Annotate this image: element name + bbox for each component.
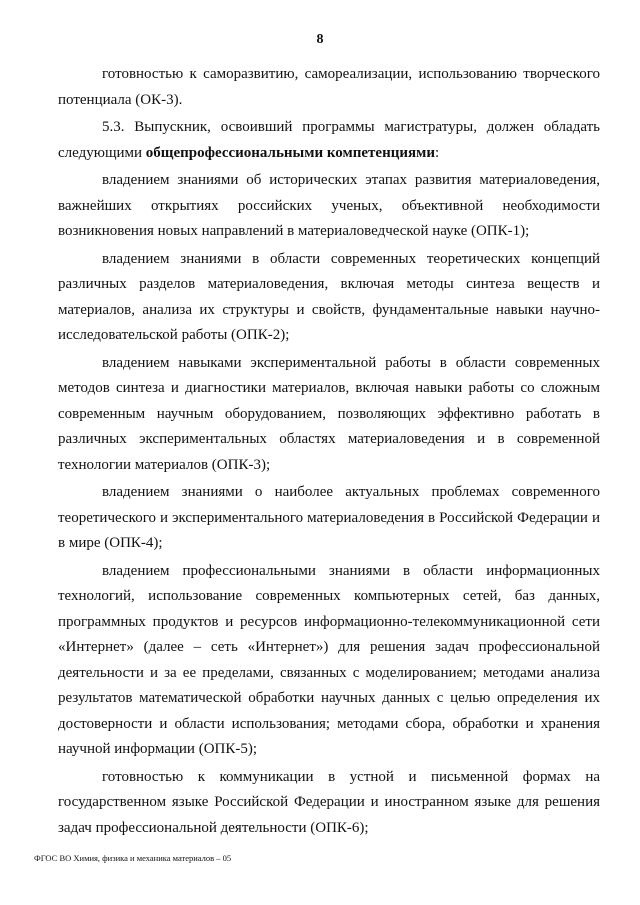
paragraph-ok3: готовностью к саморазвитию, самореализации, использованию творческого потенциала (ОК-3). — [58, 66, 600, 108]
section-intro-text: 5.3. Выпускник, освоивший программы магистратуры, должен обладать следующими — [58, 119, 600, 161]
paragraph-opk1: владением знаниями об исторических этапах развития материаловедения, важнейших открытиях российских ученых, объективной необходимости возникновения новых направлений в материаловедческой науке (ОПК-1); — [58, 172, 600, 239]
paragraph-opk4: владением знаниями о наиболее актуальных проблемах современного теоретического и экспериментального материаловедения в Российской Федерации и в мире (ОПК-4); — [58, 484, 600, 551]
paragraph-opk3: владением навыками экспериментальной работы в области современных методов синтеза и диагностики материалов, включая навыки работы со сложным современным научным оборудованием, позволяющих эффективно работать в различных экспериментальных областях материаловедения и в современной технологии материалов (ОПК-3); — [58, 354, 600, 473]
paragraph-opk6: готовностью к коммуникации в устной и письменной формах на государственном языке Российской Федерации и иностранном языке для решения задач профессиональной деятельности (ОПК-6); — [58, 768, 600, 836]
paragraph-opk2: владением знаниями в области современных теоретических концепций различных разделов материаловедения, включая методы синтеза веществ и материалов, анализа их структуры и свойств, фундаментальные навыки научно-исследовательской работы (ОПК-2); — [58, 250, 600, 343]
section-colon: : — [434, 144, 440, 161]
section-bold-term: общепрофессиональными компетенциями — [145, 144, 435, 161]
section-heading-paragraph — [58, 115, 600, 166]
paragraph-opk5: владением профессиональными знаниями в области информационных технологий, использование современных компьютерных сетей, баз данных, программных продуктов и ресурсов информационно-телекоммуникационной сети «Интернет» (далее – сеть «Интернет») для решения задач профессиональной деятельности и за ее пределами, связанных с моделированием; методами анализа результатов математической обработки научных данных с целью определения их достоверности и области использования; методами сбора, обработки и хранения научной информации (ОПК-5); — [58, 562, 600, 757]
document-body — [58, 62, 600, 843]
page-number: 8 — [316, 32, 324, 47]
page-footer: ФГОС ВО Химия, физика и механика материалов – 05 — [34, 853, 232, 863]
